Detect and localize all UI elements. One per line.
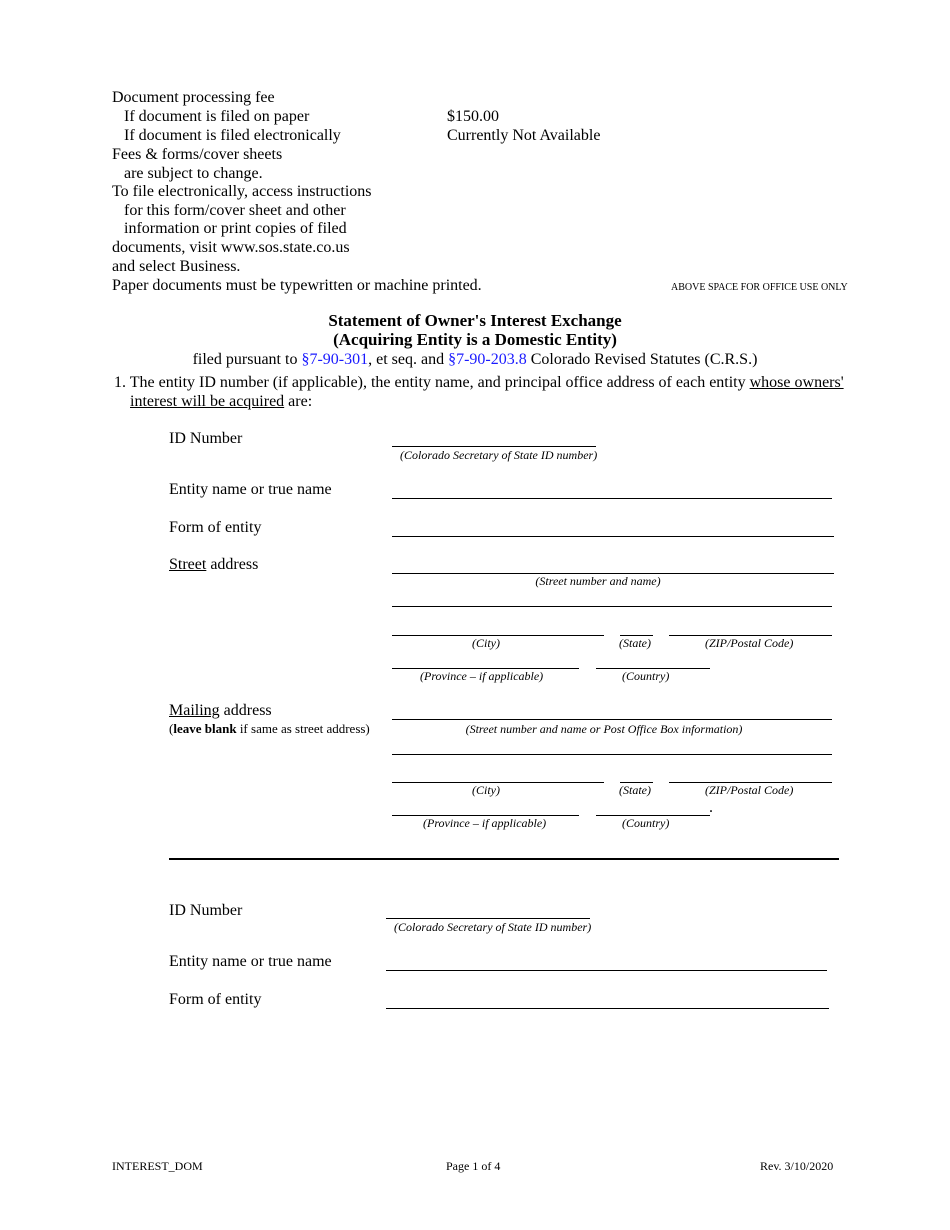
electronic-filing-note-5: and select Business. xyxy=(112,258,241,275)
id-number-caption-2: (Colorado Secretary of State ID number) xyxy=(394,920,592,934)
paper-documents-note: Paper documents must be typewritten or machine printed. xyxy=(112,277,482,294)
statute-link-7-90-203-8[interactable]: §7-90-203.8 xyxy=(448,351,527,368)
form-of-entity-label-2: Form of entity xyxy=(169,991,262,1008)
entity-name-field-2[interactable] xyxy=(386,970,827,971)
street-line-2-field[interactable] xyxy=(392,606,832,607)
mailing-caption: (Street number and name or Post Office Box information) xyxy=(465,722,743,736)
office-use-note: ABOVE SPACE FOR OFFICE USE ONLY xyxy=(671,282,848,293)
item-1-text: 1. The entity ID number (if applicable), the entity name, and principal office address of each entity xyxy=(114,374,750,391)
statute-link-7-90-301[interactable]: §7-90-301 xyxy=(301,351,369,368)
entity-name-label-2: Entity name or true name xyxy=(169,953,332,970)
id-number-label: ID Number xyxy=(169,430,243,447)
street-label-rest: address xyxy=(206,556,259,573)
street-city-caption: (City) xyxy=(472,636,500,650)
street-label-underlined: Street xyxy=(169,556,207,573)
fee-paper-value: $150.00 xyxy=(447,108,499,125)
mailing-label-underlined: Mailing xyxy=(169,702,220,719)
form-subtitle: (Acquiring Entity is a Domestic Entity) xyxy=(333,330,617,349)
fee-paper-label: If document is filed on paper xyxy=(124,108,310,125)
electronic-filing-note-2: for this form/cover sheet and other xyxy=(124,202,346,219)
fee-change-note-2: are subject to change. xyxy=(124,165,263,182)
mailing-state-caption: (State) xyxy=(619,783,651,797)
fee-heading: Document processing fee xyxy=(112,89,275,106)
fee-electronic-value: Currently Not Available xyxy=(447,127,601,144)
street-province-caption: (Province – if applicable) xyxy=(420,669,544,683)
mailing-zip-caption: (ZIP/Postal Code) xyxy=(705,783,794,797)
fee-change-note-1: Fees & forms/cover sheets xyxy=(112,146,283,163)
electronic-filing-note-4: documents, visit www.sos.state.co.us xyxy=(112,239,350,256)
id-number-label-2: ID Number xyxy=(169,902,243,919)
mailing-city-caption: (City) xyxy=(472,783,500,797)
mailing-country-caption: (Country) xyxy=(622,816,670,830)
leave-blank-bold: leave blank xyxy=(173,721,237,736)
mailing-country-period: . xyxy=(709,799,713,816)
id-number-caption: (Colorado Secretary of State ID number) xyxy=(400,448,598,462)
form-title: Statement of Owner's Interest Exchange xyxy=(328,311,622,330)
mailing-leave-blank-note xyxy=(169,721,370,737)
street-country-caption: (Country) xyxy=(622,669,670,683)
form-of-entity-field-2[interactable] xyxy=(386,1008,829,1009)
electronic-filing-note-3: information or print copies of filed xyxy=(124,220,347,237)
statute-suffix: Colorado Revised Statutes (C.R.S.) xyxy=(526,351,758,368)
id-number-field[interactable] xyxy=(392,446,596,447)
entity-name-field[interactable] xyxy=(392,498,832,499)
street-address-label xyxy=(169,556,258,574)
mailing-line-2-field[interactable] xyxy=(392,754,832,755)
street-caption: (Street number and name) xyxy=(535,574,661,588)
item-1-underlined-2: interest will be acquired xyxy=(130,393,285,410)
street-state-caption: (State) xyxy=(619,636,651,650)
entity-separator xyxy=(169,858,839,860)
footer-form-code: INTEREST_DOM xyxy=(112,1159,203,1173)
leave-blank-rest: if same as street address) xyxy=(236,721,370,736)
fee-electronic-label: If document is filed electronically xyxy=(124,127,341,144)
mailing-line-1-field[interactable] xyxy=(392,719,832,720)
item-1-text-end: are: xyxy=(284,393,313,410)
statute-reference xyxy=(0,351,950,369)
street-zip-caption: (ZIP/Postal Code) xyxy=(705,636,794,650)
footer-page-number: Page 1 of 4 xyxy=(446,1159,501,1173)
statute-prefix: filed pursuant to xyxy=(192,351,302,368)
footer-revision: Rev. 3/10/2020 xyxy=(760,1159,834,1173)
entity-name-label: Entity name or true name xyxy=(169,481,332,498)
item-1-underlined-1: whose owners' xyxy=(749,374,844,391)
item-1-line-1 xyxy=(114,374,844,392)
id-number-field-2[interactable] xyxy=(386,918,590,919)
mailing-province-caption: (Province – if applicable) xyxy=(423,816,547,830)
form-of-entity-label: Form of entity xyxy=(169,519,262,536)
statute-middle: , et seq. and xyxy=(368,351,449,368)
electronic-filing-note-1: To file electronically, access instructions xyxy=(112,183,372,200)
item-1-line-2 xyxy=(130,393,312,411)
mailing-address-label xyxy=(169,702,272,720)
leave-blank-open: ( xyxy=(169,721,174,736)
mailing-label-rest: address xyxy=(219,702,272,719)
form-of-entity-field[interactable] xyxy=(392,536,834,537)
